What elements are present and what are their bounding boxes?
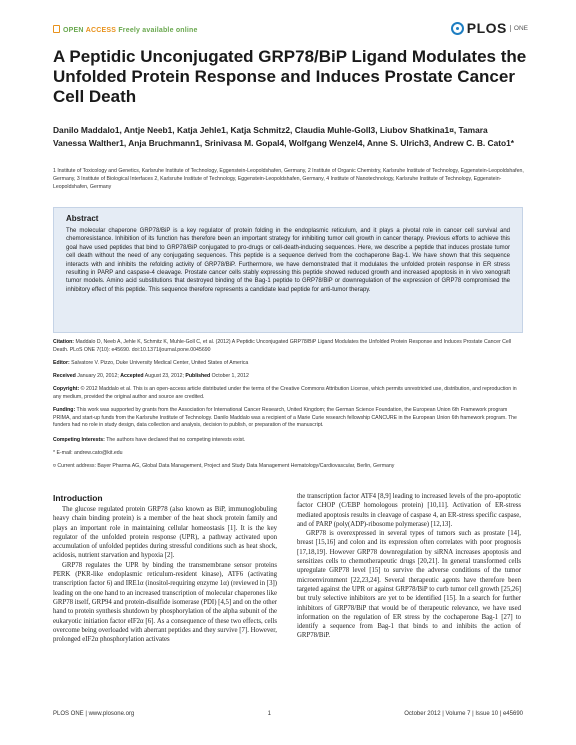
body-column-right bbox=[297, 492, 521, 641]
logo-sub: ONE bbox=[510, 25, 528, 32]
intro-paragraph: The glucose regulated protein GRP78 (also known as BiP, immunoglobuling heavy chain binding protein) is a member of the heat shock protein family and plays an important role in maintaining cellular homeostasis [1]. It is the key regulator of the unfolded protein response (UPR), a pathway activated upon accumulation of unfolded peptides during stressful conditions such as heat shock, acidosis, nutrient starvation and hypoxia [2]. bbox=[53, 506, 277, 560]
article-title: A Peptidic Unconjugated GRP78/BiP Ligand Modulates the Unfolded Protein Response and Induces Prostate Cancer Cell Death bbox=[53, 47, 527, 106]
abstract-heading: Abstract bbox=[66, 214, 99, 223]
intro-paragraph: GRP78 is overexpressed in several types of tumors such as prostate [14], breast [15,16] and colon and its expression often correlates with poor prognosis [17,18,19]. However GRP78 downregulation by siRNA increases apoptosis and sensitizes cells to chemotherapeutic drugs [20,21]. In general transformed cells upregulate GRP78 level [15] to survive the adverse conditions of the tumor microenvironment [22,23,24]. Several therapeutic agents have therefore been targeted against the UPR or against GRP78/BiP to curb tumor cell growth [25,26] but truly selective inhibitors are yet to be identified [15]. In a search for further inhibitors of GRP78/BiP that would be of therapeutic relevance, we have used information on the regulation of ER stress by the cochaperone Bag-1 [27] to identify a sequence from Bag-1 that binds to and inhibits the action of GRP78/BiP. bbox=[297, 530, 521, 640]
open-label: OPEN bbox=[63, 27, 84, 34]
current-address: ¤ Current address: Bayer Pharma AG, Global Data Management, Project and Study Data Management Hematology/Cardiovascular, Berlin, Germany bbox=[53, 463, 395, 469]
page-number: 1 bbox=[267, 711, 271, 717]
page-footer bbox=[53, 711, 523, 717]
email: * E-mail: andrew.cato@kit.edu bbox=[53, 450, 123, 456]
dates: Received January 20, 2012; Accepted August 23, 2012; Published October 1, 2012 bbox=[53, 373, 249, 379]
access-label: ACCESS bbox=[85, 27, 117, 34]
editor: Editor: Salvatore V. Pizzo, Duke University Medical Center, United States of America bbox=[53, 360, 249, 366]
footer-issue: October 2012 | Volume 7 | Issue 10 | e45690 bbox=[404, 711, 523, 717]
copyright: Copyright: © 2012 Maddalo et al. This is an open-access article distributed under the terms of the Creative Commons Attribution License, which permits unrestricted use, distribution, and reproduction in any medium, provided the original author and source are credited. bbox=[53, 386, 517, 400]
funding: Funding: This work was supported by grants from the Association for International Cancer Research, United Kingdom; the German Science Foundation, the European Union 6th Framework program PRIMA, and start-up funds from the Karlsruhe Institute of Technology. Danilo Maddalo was a recipient of a Marie Curie research fellowship CANCURE in the European Union 6th framework program. The funders had no role in study design, data collection and analysis, decision to publish, or preparation of the manuscript. bbox=[53, 407, 517, 429]
open-lock-icon bbox=[53, 25, 60, 33]
plos-logo-icon bbox=[451, 22, 464, 35]
plos-one-logo bbox=[451, 20, 528, 36]
competing-interests: Competing Interests: The authors have declared that no competing interests exist. bbox=[53, 437, 246, 443]
footer-journal: PLOS ONE | www.plosone.org bbox=[53, 711, 135, 717]
freely-available-label: Freely available online bbox=[118, 27, 198, 34]
intro-paragraph: the transcription factor ATF4 [8,9] leading to increased levels of the pro-apoptotic factor CHOP (C/EBP homologous protein) [10,11]. Activation of ER-stress mediated apoptosis results in cleavage of caspase 4, an ER-stress specific caspase, and of PARP (poly(ADP)-ribosome polymerase) [12,13]. bbox=[297, 493, 521, 528]
abstract-text: The molecular chaperone GRP78/BiP is a key regulator of protein folding in the endoplasmic reticulum, and it plays a pivotal role in cancer cell survival and chemoresistance. Inhibition of its function has therefore been an important strategy for inhibiting tumor cell growth in cancer therapy. Previous efforts to achieve this goal have used peptides that bind to GRP78/BiP conjugated to pro-drugs or cell-death-inducing sequences. Here, we describe a peptide that induces prostate tumor cell death without the need of any conjugating sequences. This peptide is a sequence derived from the cochaperone Bag-1. We have shown that this sequence interacts with and inhibits the refolding activity of GRP78/BiP. Furthermore, we have demonstrated that it modulates the unfolded protein response in ER stress resulting in PARP and caspase-4 cleavage. Prostate cancer cells stably expressing this peptide showed reduced growth and increased apoptosis in in vivo xenograft tumor models. Amino acid substitutions that destroyed binding of the Bag-1 peptide to GRP78/BiP or downregulation of the expression of GRP78 compromised the inhibitory effect of this peptide. This sequence therefore represents a candidate lead peptide for anti-tumor therapy. bbox=[66, 228, 510, 293]
abstract-box bbox=[53, 207, 523, 333]
body-column-left bbox=[53, 505, 277, 644]
intro-paragraph: GRP78 regulates the UPR by binding the transmembrane sensor proteins PERK (PKR-like endoplasmic reticulum-resident kinase), ATF6 (activating transcription factor 6) and IRE1α (inositol-requiring enzyme 1α) (reviewed in [3]) leading on the one hand to an increased transcription of molecular chaperones like GRP78 itself, GRP94 and protein-disulfide isomerase (PDI) [4,5] and on the other hand to protein synthesis shutdown by phosphorylation of the alpha subunit of the eukaryotic initiation factor eIF2α [6]. As a consequence of these two effects, cells overcome being overloaded with aberrant peptides and they survive [7]. However, prolonged eIF2α phosphorylation activates bbox=[53, 561, 277, 644]
introduction-heading: Introduction bbox=[53, 493, 103, 503]
affiliations: 1 Institute of Toxicology and Genetics, Karlsruhe Institute of Technology, Eggenstein-Leopoldshafen, Germany, 2 Institute of Organic Chemistry, Karlsruhe Institute of Technology, Eggenstein-Leopoldshafen, Germany, 3 Institute of Biological Interfaces 2, Karlsruhe Institute of Technology, Eggenstein-Leopoldshafen, Germany, 4 Institute of Nanotechnology, Karlsruhe Institute of Technology, Eggenstein-Leopoldshafen, Germany bbox=[53, 168, 524, 191]
citation: Citation: Maddalo D, Neeb A, Jehle K, Schmitz K, Muhle-Goll C, et al. (2012) A Peptidic Unconjugated GRP78/BiP Ligand Modulates the Unfolded Protein Response and Induces Prostate Cancer Cell Death. PLoS ONE 7(10): e45690. doi:10.1371/journal.pone.0045690 bbox=[53, 339, 512, 353]
open-access-banner bbox=[53, 25, 198, 34]
logo-word: PLOS bbox=[466, 20, 507, 36]
author-list: Danilo Maddalo1, Antje Neeb1, Katja Jehle1, Katja Schmitz2, Claudia Muhle-Goll3, Liubov Shatkina1¤, Tamara Vanessa Walther1, Anja Bruchmann1, Srinivasa M. Gopal4, Wolfgang Wenzel4, Anne S. Ulrich3, Andrew C. B. Cato1* bbox=[53, 125, 515, 148]
